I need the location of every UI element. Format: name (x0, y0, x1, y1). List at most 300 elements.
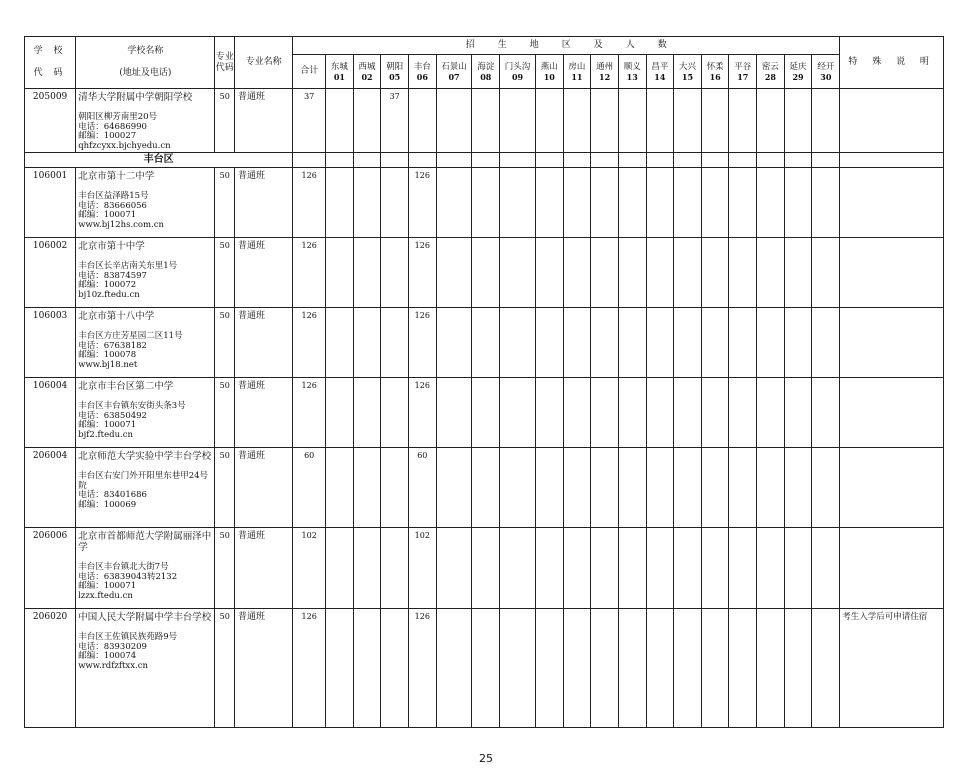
district-count (757, 308, 785, 378)
school-code: 205009 (25, 89, 76, 153)
header-total: 合计 (293, 55, 326, 89)
district-count (646, 448, 674, 528)
district-count (353, 528, 381, 609)
district-count (674, 89, 702, 153)
district-code: 10 (543, 71, 555, 82)
district-count (729, 308, 757, 378)
district-count (436, 609, 472, 728)
major-code: 50 (215, 168, 234, 238)
district-code: 01 (333, 71, 345, 82)
district-count (757, 168, 785, 238)
district-count (472, 528, 500, 609)
district-count (381, 378, 409, 448)
district-count (674, 168, 702, 238)
school-detail-line: 丰台区益泽路15号 (78, 191, 149, 201)
school-detail-line: 电话：83401686 (78, 490, 147, 501)
district-count (729, 168, 757, 238)
district-count (591, 308, 619, 378)
district-name: 石景山 (441, 61, 467, 72)
district-name: 经开 (817, 61, 835, 72)
district-count (326, 609, 354, 728)
header-major-code: 专业代码 (215, 37, 234, 89)
district-code: 09 (511, 71, 524, 82)
district-code: 07 (448, 71, 460, 82)
header-district (409, 55, 437, 89)
school-detail-line: 电话：83874597 (78, 270, 147, 281)
district-count (729, 609, 757, 728)
district-count (618, 448, 646, 528)
school-detail-line: 邮编：100069 (78, 499, 137, 510)
school-detail-line: bjf2.ftedu.cn (78, 429, 133, 440)
header-school-code-line1: 学 校 (33, 46, 67, 56)
district-count (729, 528, 757, 609)
header-special-notes: 特 殊 说 明 (840, 37, 944, 89)
special-note (840, 89, 944, 153)
district-count: 126 (409, 378, 437, 448)
table-row (25, 448, 944, 528)
admission-table-page (24, 36, 944, 728)
section-empty-cell (591, 153, 619, 168)
region-title-char: 人 (625, 40, 635, 50)
district-count (701, 609, 729, 728)
district-count (326, 378, 354, 448)
school-detail-line: 邮编：100072 (78, 280, 137, 291)
section-empty-cell (381, 153, 409, 168)
header-district (563, 55, 591, 89)
total-count: 126 (293, 609, 326, 728)
district-count (701, 238, 729, 308)
district-count (618, 238, 646, 308)
admission-table (24, 36, 944, 728)
major-name: 普通班 (234, 238, 292, 308)
header-district (646, 55, 674, 89)
district-count: 126 (409, 308, 437, 378)
header-district (436, 55, 472, 89)
region-title-char: 数 (657, 40, 667, 50)
district-name: 东城 (330, 61, 348, 72)
school-detail-line: 邮编：100071 (78, 420, 137, 431)
district-code: 14 (654, 71, 666, 82)
school-detail-line: 邮编：100074 (78, 651, 137, 662)
section-empty-cell (674, 153, 702, 168)
school-name: 清华大学附属中学朝阳学校 (78, 92, 193, 103)
section-empty-cell (293, 153, 326, 168)
section-empty-cell (472, 153, 500, 168)
major-name: 普通班 (234, 448, 292, 528)
school-detail-line: 丰台区王佐镇民族苑路9号 (78, 632, 178, 642)
district-count (353, 238, 381, 308)
school-detail-line: 邮编：100071 (78, 210, 137, 221)
major-name: 普通班 (234, 378, 292, 448)
district-count (674, 308, 702, 378)
header-school-name (76, 37, 215, 89)
school-detail-line: 邮编：100027 (78, 131, 137, 142)
district-count (646, 528, 674, 609)
school-detail-line: 丰台区丰台镇北大街7号 (78, 562, 169, 572)
school-info (76, 89, 215, 153)
district-count (436, 528, 472, 609)
school-info (76, 609, 215, 728)
district-count (436, 238, 472, 308)
special-note (840, 238, 944, 308)
section-empty-cell (326, 153, 354, 168)
district-count (646, 89, 674, 153)
major-name: 普通班 (234, 308, 292, 378)
district-count (784, 168, 812, 238)
special-note: 考生入学后可申请住宿 (840, 609, 944, 728)
district-count (535, 378, 563, 448)
table-row (25, 89, 944, 153)
section-empty-cell (646, 153, 674, 168)
total-count: 126 (293, 308, 326, 378)
district-count (674, 238, 702, 308)
district-code: 02 (361, 71, 373, 82)
district-count (381, 448, 409, 528)
total-count: 126 (293, 378, 326, 448)
school-detail-line: 丰台区右安门外开阳里东巷甲24号院 (78, 471, 209, 491)
total-count: 37 (293, 89, 326, 153)
header-district (674, 55, 702, 89)
district-count (535, 238, 563, 308)
district-count (784, 238, 812, 308)
district-count (409, 89, 437, 153)
district-count (701, 448, 729, 528)
school-name: 北京市首都师范大学附属丽泽中学 (78, 531, 212, 553)
district-name: 顺义 (623, 61, 641, 72)
district-name: 门头沟 (504, 61, 531, 72)
district-count (701, 168, 729, 238)
major-name: 普通班 (234, 168, 292, 238)
district-count (674, 448, 702, 528)
district-count (353, 168, 381, 238)
header-district (591, 55, 619, 89)
special-note (840, 378, 944, 448)
school-detail-line: 电话：67638182 (78, 340, 147, 351)
school-detail-line: 电话：83930209 (78, 641, 147, 652)
region-title-char: 地 (529, 40, 539, 50)
district-name: 昌平 (651, 61, 669, 72)
school-detail-line: 丰台区长辛店南关东里1号 (78, 261, 178, 271)
district-count (535, 448, 563, 528)
header-school-name-line2: (地址及电话) (119, 68, 172, 78)
table-row (25, 528, 944, 609)
header-district (618, 55, 646, 89)
district-name: 燕山 (540, 61, 558, 72)
school-code: 206004 (25, 448, 76, 528)
district-count (812, 609, 840, 728)
section-title: 丰台区 (25, 153, 293, 168)
district-count (757, 89, 785, 153)
header-district (500, 55, 536, 89)
district-count (381, 238, 409, 308)
header-district (472, 55, 500, 89)
district-count (563, 609, 591, 728)
total-count: 126 (293, 168, 326, 238)
region-title-char: 及 (593, 40, 603, 50)
district-count (812, 89, 840, 153)
major-name: 普通班 (234, 89, 292, 153)
district-count (535, 609, 563, 728)
district-code: 12 (599, 71, 611, 82)
school-detail-line: 电话：63850492 (78, 410, 147, 421)
district-count (646, 308, 674, 378)
school-name: 中国人民大学附属中学丰台学校 (78, 612, 212, 623)
district-count: 102 (409, 528, 437, 609)
district-count (535, 89, 563, 153)
section-empty-cell (409, 153, 437, 168)
district-count (646, 168, 674, 238)
district-count (618, 528, 646, 609)
district-count (563, 528, 591, 609)
district-count (591, 448, 619, 528)
district-count (326, 238, 354, 308)
district-code: 30 (820, 71, 832, 82)
district-count (436, 89, 472, 153)
district-count (381, 528, 409, 609)
district-count (535, 528, 563, 609)
table-row (25, 378, 944, 448)
district-name: 延庆 (789, 61, 807, 72)
district-name: 海淀 (477, 61, 495, 72)
district-count (701, 378, 729, 448)
school-detail-line: 邮编：100078 (78, 350, 137, 361)
special-note (840, 528, 944, 609)
district-count (646, 238, 674, 308)
district-count (812, 448, 840, 528)
district-count (353, 448, 381, 528)
district-count (674, 609, 702, 728)
district-count (729, 378, 757, 448)
district-name: 房山 (568, 61, 586, 72)
district-count (472, 238, 500, 308)
section-empty-cell (618, 153, 646, 168)
school-detail-line: www.bj12hs.com.cn (78, 219, 165, 230)
district-count (535, 168, 563, 238)
section-empty-cell (840, 153, 944, 168)
major-code: 50 (215, 609, 234, 728)
district-count (436, 448, 472, 528)
district-count (591, 89, 619, 153)
district-count (326, 448, 354, 528)
region-title-char: 生 (497, 40, 507, 50)
school-detail-line: qhfzcyxx.bjchyedu.cn (78, 140, 171, 151)
section-empty-cell (729, 153, 757, 168)
district-count (618, 308, 646, 378)
school-code: 206020 (25, 609, 76, 728)
school-name: 北京师范大学实验中学丰台学校 (78, 451, 212, 462)
district-count (701, 89, 729, 153)
district-count (381, 609, 409, 728)
district-count (500, 528, 536, 609)
header-district (326, 55, 354, 89)
section-empty-cell (500, 153, 536, 168)
school-name: 北京市第十二中学 (78, 171, 155, 182)
header-district (812, 55, 840, 89)
total-count: 126 (293, 238, 326, 308)
district-count (757, 448, 785, 528)
school-detail-line: 电话：64686990 (78, 121, 147, 132)
district-count (646, 378, 674, 448)
school-detail-line: lzzx.ftedu.cn (78, 590, 133, 601)
special-note (840, 448, 944, 528)
school-code: 106001 (25, 168, 76, 238)
district-count (353, 89, 381, 153)
region-title-char: 区 (561, 40, 571, 50)
school-code: 106004 (25, 378, 76, 448)
table-row (25, 238, 944, 308)
district-count (591, 238, 619, 308)
table-row (25, 168, 944, 238)
district-count (812, 378, 840, 448)
table-row (25, 308, 944, 378)
header-major-name: 专业名称 (234, 37, 292, 89)
district-count (784, 528, 812, 609)
district-count (729, 238, 757, 308)
major-code: 50 (215, 378, 234, 448)
district-count (500, 448, 536, 528)
district-code: 29 (792, 71, 804, 82)
school-name: 北京市丰台区第二中学 (78, 381, 174, 392)
district-code: 11 (571, 71, 583, 82)
district-code: 15 (681, 71, 694, 82)
header-district (729, 55, 757, 89)
district-code: 16 (709, 71, 721, 82)
school-detail-line: www.bj18.net (78, 359, 138, 370)
major-code: 50 (215, 308, 234, 378)
region-title-char: 招 (465, 40, 475, 50)
school-code: 206006 (25, 528, 76, 609)
district-count (472, 448, 500, 528)
district-code: 17 (737, 71, 749, 82)
header-school-code-line2: 代 码 (33, 68, 67, 78)
school-detail-line: www.rdfzftxx.cn (78, 660, 148, 671)
header-district (535, 55, 563, 89)
district-count (326, 89, 354, 153)
district-count (436, 308, 472, 378)
page-number: 25 (479, 752, 493, 765)
school-detail-line: bj10z.ftedu.cn (78, 289, 140, 300)
major-code: 50 (215, 238, 234, 308)
header-district (353, 55, 381, 89)
district-count (701, 528, 729, 609)
header-district (784, 55, 812, 89)
district-count (674, 528, 702, 609)
section-empty-cell (784, 153, 812, 168)
section-empty-cell (436, 153, 472, 168)
school-info (76, 238, 215, 308)
district-count (353, 378, 381, 448)
district-count (326, 308, 354, 378)
district-count (500, 308, 536, 378)
header-school-name-line1: 学校名称 (127, 46, 164, 56)
school-detail-line: 电话：63839043转2132 (78, 571, 178, 582)
district-count (674, 378, 702, 448)
total-count: 102 (293, 528, 326, 609)
district-count: 126 (409, 238, 437, 308)
district-count (757, 528, 785, 609)
section-row (25, 153, 944, 168)
district-count (646, 609, 674, 728)
district-count: 37 (381, 89, 409, 153)
school-detail-line: 丰台区丰台镇东安街头条3号 (78, 401, 186, 411)
school-detail-line: 朝阳区柳芳南里20号 (78, 112, 158, 122)
section-empty-cell (535, 153, 563, 168)
district-name: 朝阳 (386, 61, 404, 72)
section-empty-cell (812, 153, 840, 168)
district-count (472, 89, 500, 153)
school-name: 北京市第十八中学 (78, 311, 155, 322)
district-count (436, 378, 472, 448)
district-count (353, 308, 381, 378)
district-count (563, 448, 591, 528)
district-count (472, 609, 500, 728)
district-count (500, 89, 536, 153)
district-count (563, 378, 591, 448)
district-count (618, 168, 646, 238)
district-code: 28 (764, 71, 776, 82)
district-count (618, 378, 646, 448)
district-count (757, 609, 785, 728)
district-count (812, 528, 840, 609)
district-name: 怀柔 (706, 61, 724, 72)
table-row (25, 609, 944, 728)
district-count (591, 378, 619, 448)
district-count: 126 (409, 168, 437, 238)
section-empty-cell (701, 153, 729, 168)
district-count (591, 528, 619, 609)
district-count (326, 168, 354, 238)
district-count (563, 168, 591, 238)
school-code: 106002 (25, 238, 76, 308)
district-count (812, 238, 840, 308)
district-count (757, 378, 785, 448)
header-district (757, 55, 785, 89)
school-info (76, 448, 215, 528)
district-count (353, 609, 381, 728)
district-count: 60 (409, 448, 437, 528)
school-info (76, 168, 215, 238)
district-count (500, 238, 536, 308)
major-code: 50 (215, 448, 234, 528)
school-name: 北京市第十中学 (78, 241, 145, 252)
school-info (76, 528, 215, 609)
district-count (729, 448, 757, 528)
header-region-title (293, 37, 840, 55)
district-name: 密云 (761, 61, 779, 72)
school-detail-line: 丰台区方庄芳星园二区11号 (78, 331, 183, 341)
district-count (381, 168, 409, 238)
district-count (757, 238, 785, 308)
school-info (76, 308, 215, 378)
major-name: 普通班 (234, 528, 292, 609)
district-code: 13 (626, 71, 638, 82)
district-count (618, 609, 646, 728)
major-code: 50 (215, 528, 234, 609)
school-detail-line: 邮编：100071 (78, 581, 137, 592)
header-school-code (25, 37, 76, 89)
district-count (784, 308, 812, 378)
district-count (326, 528, 354, 609)
district-count (591, 609, 619, 728)
district-count (472, 308, 500, 378)
district-count (535, 308, 563, 378)
district-count (500, 378, 536, 448)
special-note (840, 168, 944, 238)
district-count (784, 89, 812, 153)
district-count (784, 609, 812, 728)
district-name: 丰台 (413, 61, 431, 72)
section-empty-cell (757, 153, 785, 168)
